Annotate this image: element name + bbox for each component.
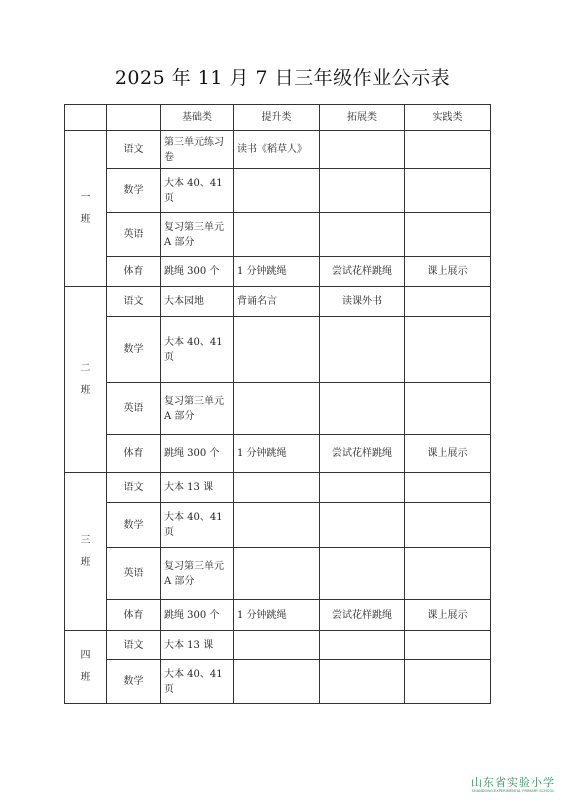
table-row	[65, 435, 491, 473]
subject-cell: 体育	[107, 257, 161, 287]
improve-cell: 1 分钟跳绳	[234, 600, 320, 631]
subject-cell: 体育	[107, 600, 161, 631]
practice-cell	[405, 287, 491, 317]
improve-cell	[234, 503, 320, 548]
table-row	[65, 503, 491, 548]
table-row	[65, 660, 491, 704]
extend-cell	[320, 548, 405, 600]
subject-cell: 语文	[107, 131, 161, 169]
practice-cell	[405, 548, 491, 600]
practice-cell	[405, 213, 491, 257]
practice-cell: 课上展示	[405, 600, 491, 631]
header-basic: 基础类	[161, 105, 234, 131]
header-cell-blank-2	[107, 105, 161, 131]
improve-cell	[234, 213, 320, 257]
school-logo-english: SHANDONG EXPERIMENTAL PRIMARY SCHOOL	[471, 789, 555, 793]
table-row	[65, 548, 491, 600]
table-row	[65, 131, 491, 169]
basic-cell: 大本 40、41 页	[161, 660, 234, 704]
subject-cell: 语文	[107, 631, 161, 660]
header-row	[65, 105, 491, 131]
practice-cell	[405, 131, 491, 169]
practice-cell: 课上展示	[405, 257, 491, 287]
class-label-1: 一 班	[65, 131, 107, 287]
improve-cell: 背诵名言	[234, 287, 320, 317]
subject-cell: 数学	[107, 660, 161, 704]
basic-cell: 大本 13 课	[161, 473, 234, 503]
subject-cell: 体育	[107, 435, 161, 473]
class-label-2: 二 班	[65, 287, 107, 473]
header-improve: 提升类	[234, 105, 320, 131]
practice-cell: 课上展示	[405, 435, 491, 473]
basic-cell: 大本 40、41 页	[161, 503, 234, 548]
subject-cell: 数学	[107, 169, 161, 213]
school-logo	[467, 777, 559, 797]
basic-cell: 跳绳 300 个	[161, 435, 234, 473]
extend-cell	[320, 631, 405, 660]
extend-cell: 尝试花样跳绳	[320, 600, 405, 631]
basic-cell: 复习第三单元 A 部分	[161, 548, 234, 600]
subject-cell: 英语	[107, 548, 161, 600]
extend-cell	[320, 317, 405, 383]
extend-cell: 读课外书	[320, 287, 405, 317]
table-row	[65, 317, 491, 383]
extend-cell	[320, 131, 405, 169]
subject-cell: 英语	[107, 383, 161, 435]
table-row	[65, 631, 491, 660]
practice-cell	[405, 317, 491, 383]
table-row	[65, 213, 491, 257]
homework-table	[64, 104, 491, 704]
improve-cell	[234, 548, 320, 600]
extend-cell	[320, 660, 405, 704]
improve-cell	[234, 660, 320, 704]
subject-cell: 英语	[107, 213, 161, 257]
extend-cell: 尝试花样跳绳	[320, 435, 405, 473]
practice-cell	[405, 660, 491, 704]
practice-cell	[405, 631, 491, 660]
extend-cell	[320, 383, 405, 435]
subject-cell: 数学	[107, 503, 161, 548]
header-cell-blank-1	[65, 105, 107, 131]
basic-cell: 大本 13 课	[161, 631, 234, 660]
practice-cell	[405, 503, 491, 548]
basic-cell: 跳绳 300 个	[161, 257, 234, 287]
extend-cell	[320, 169, 405, 213]
header-practice: 实践类	[405, 105, 491, 131]
improve-cell: 1 分钟跳绳	[234, 435, 320, 473]
improve-cell: 读书《稻草人》	[234, 131, 320, 169]
improve-cell	[234, 473, 320, 503]
basic-cell: 大本园地	[161, 287, 234, 317]
basic-cell: 大本 40、41 页	[161, 169, 234, 213]
table-row	[65, 383, 491, 435]
table-row	[65, 287, 491, 317]
improve-cell	[234, 631, 320, 660]
subject-cell: 语文	[107, 473, 161, 503]
extend-cell	[320, 473, 405, 503]
extend-cell	[320, 503, 405, 548]
class-label-4: 四 班	[65, 631, 107, 704]
header-extend: 拓展类	[320, 105, 405, 131]
table-row	[65, 257, 491, 287]
improve-cell: 1 分钟跳绳	[234, 257, 320, 287]
subject-cell: 数学	[107, 317, 161, 383]
practice-cell	[405, 473, 491, 503]
extend-cell: 尝试花样跳绳	[320, 257, 405, 287]
table-row	[65, 473, 491, 503]
basic-cell: 复习第三单元 A 部分	[161, 383, 234, 435]
subject-cell: 语文	[107, 287, 161, 317]
practice-cell	[405, 169, 491, 213]
improve-cell	[234, 383, 320, 435]
improve-cell	[234, 317, 320, 383]
basic-cell: 跳绳 300 个	[161, 600, 234, 631]
table-row	[65, 600, 491, 631]
basic-cell: 大本 40、41 页	[161, 317, 234, 383]
class-label-3: 三 班	[65, 473, 107, 631]
improve-cell	[234, 169, 320, 213]
basic-cell: 复习第三单元 A 部分	[161, 213, 234, 257]
basic-cell: 第三单元练习卷	[161, 131, 234, 169]
page-title: 2025 年 11 月 7 日三年级作业公示表	[114, 67, 451, 89]
extend-cell	[320, 213, 405, 257]
practice-cell	[405, 383, 491, 435]
table-row	[65, 169, 491, 213]
school-logo-name: 山东省实验小学	[471, 776, 555, 789]
